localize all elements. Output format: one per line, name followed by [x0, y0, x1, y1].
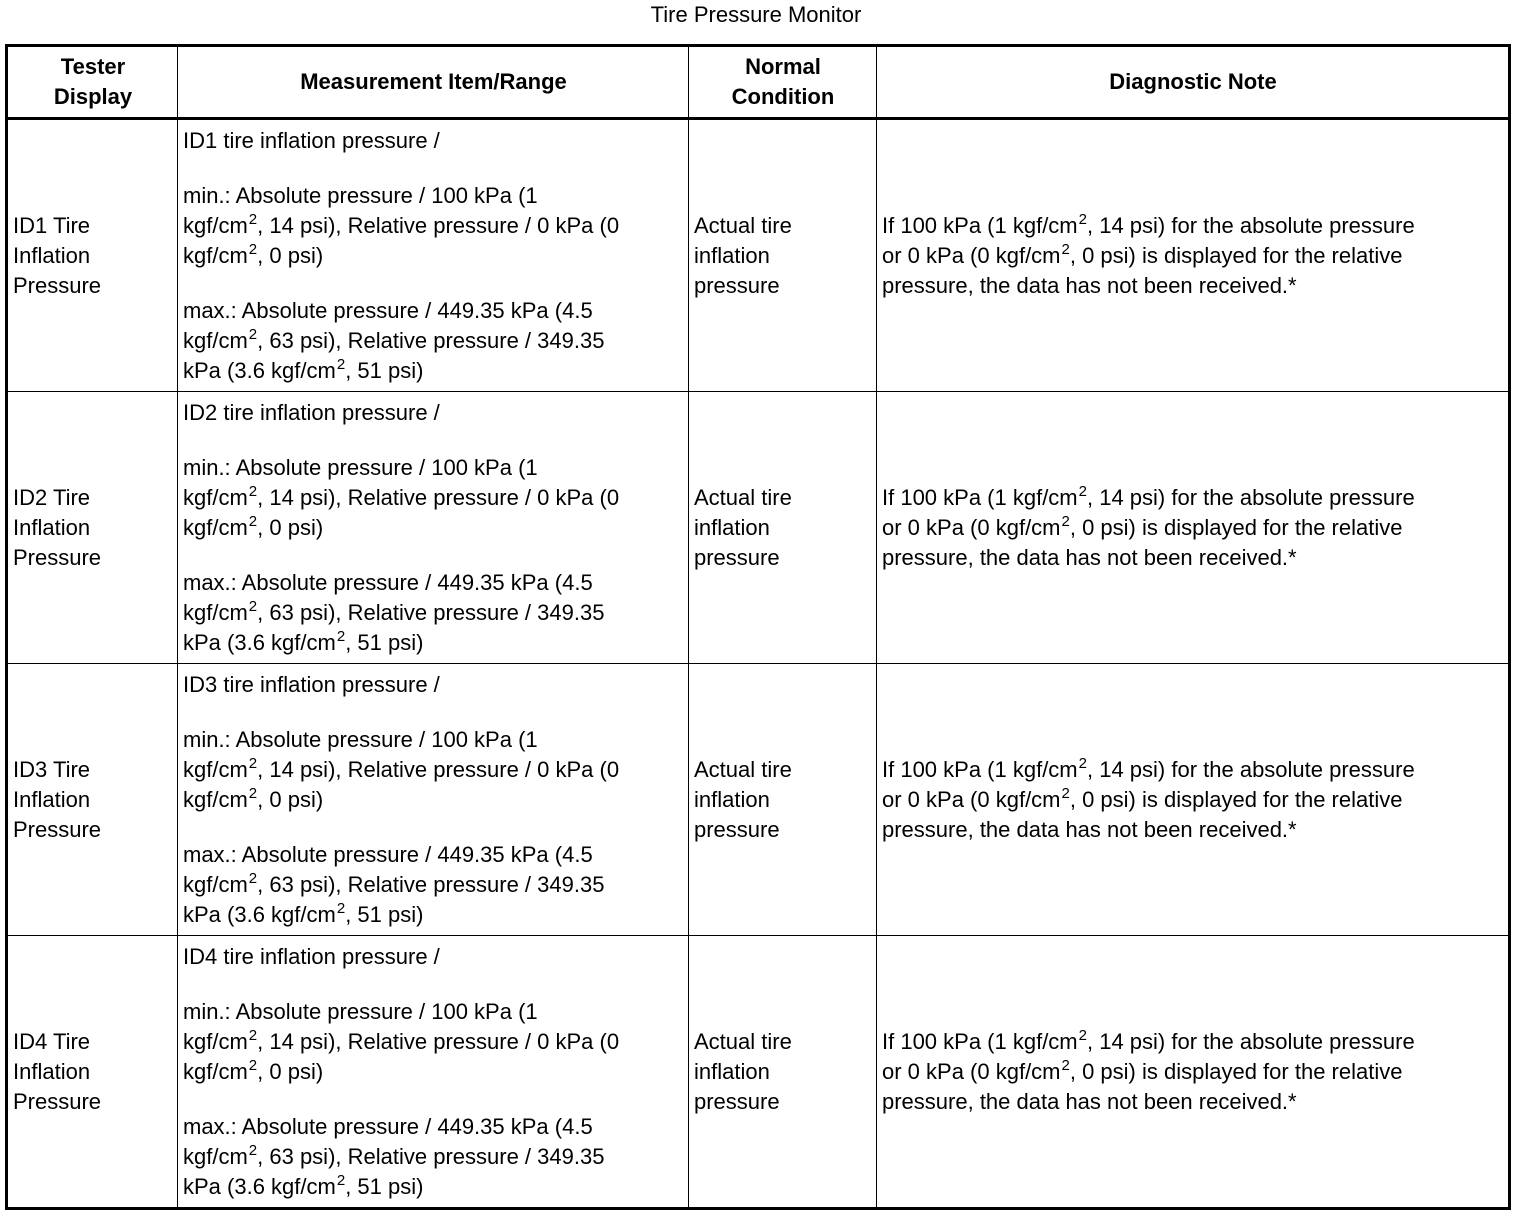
header-text: Normal — [745, 54, 821, 79]
normal-condition-text: inflation — [694, 1058, 770, 1084]
measurement-range-cell — [178, 936, 689, 1209]
superscript: 2 — [248, 785, 258, 803]
superscript: 2 — [248, 1027, 258, 1045]
superscript: 2 — [248, 598, 258, 616]
diagnostic-note-text: or 0 kPa (0 kgf/$cm^2$, 0 psi) is displayed for the relative — [882, 241, 1403, 268]
header-text: Diagnostic Note — [1109, 69, 1277, 94]
normal-condition-cell — [689, 936, 877, 1209]
normal-condition-text: pressure — [694, 272, 780, 298]
range-text: kPa (3.6 kgf/$cm^2$, 51 psi) — [183, 628, 424, 655]
superscript: 2 — [336, 1172, 346, 1190]
range-text: kgf/$cm^2$, 0 psi) — [183, 1057, 324, 1084]
range-text: kgf/$cm^2$, 63 psi), Relative pressure / 349.35 — [183, 598, 605, 625]
tester-display-text: Pressure — [13, 816, 102, 842]
normal-condition-text: Actual tire — [694, 756, 792, 782]
tester-display-text: Inflation — [13, 1058, 91, 1084]
tester-display-cell — [7, 119, 178, 392]
diagnostic-note-text: pressure, the data has not been received.* — [882, 1088, 1297, 1114]
superscript: 2 — [1078, 211, 1087, 229]
header-normal-condition — [689, 46, 877, 119]
diagnostic-note-text: or 0 kPa (0 kgf/$cm^2$, 0 psi) is displayed for the relative — [882, 1057, 1403, 1084]
tester-display-text: Pressure — [13, 1088, 102, 1114]
range-min — [183, 181, 684, 271]
header-text: Tester — [60, 54, 126, 79]
superscript: 2 — [248, 1142, 258, 1160]
superscript: 2 — [1078, 1027, 1087, 1045]
page-title: Tire Pressure Monitor — [650, 2, 862, 27]
tester-display-cell — [7, 392, 178, 664]
header-text: Display — [53, 84, 133, 109]
superscript: 2 — [1061, 513, 1070, 531]
tester-display-text: Pressure — [13, 544, 102, 570]
measurement-item-text: ID4 tire inflation pressure / — [183, 943, 440, 969]
range-min — [183, 453, 684, 543]
superscript: 2 — [248, 755, 258, 773]
normal-condition-cell — [689, 664, 877, 936]
range-text: kgf/$cm^2$, 0 psi) — [183, 241, 324, 268]
normal-condition-text: pressure — [694, 1088, 780, 1114]
range-text: max.: Absolute pressure / 449.35 kPa (4.5 — [183, 569, 593, 595]
superscript: 2 — [248, 870, 258, 888]
normal-condition-text: Actual tire — [694, 484, 792, 510]
normal-condition-cell — [689, 392, 877, 664]
range-text: kPa (3.6 kgf/$cm^2$, 51 psi) — [183, 1172, 424, 1199]
range-text: kgf/$cm^2$, 14 psi), Relative pressure / 0 kPa (0 — [183, 211, 620, 238]
range-text: kgf/$cm^2$, 63 psi), Relative pressure / 349.35 — [183, 326, 605, 353]
range-max — [183, 296, 684, 386]
superscript: 2 — [248, 483, 258, 501]
header-diagnostic-note — [877, 46, 1510, 119]
tester-display-text: Inflation — [13, 786, 91, 812]
superscript: 2 — [248, 211, 258, 229]
table-row — [7, 392, 1510, 664]
range-text: kgf/$cm^2$, 63 psi), Relative pressure / 349.35 — [183, 1142, 605, 1169]
diagnostic-note-cell — [877, 392, 1510, 664]
normal-condition-text: inflation — [694, 786, 770, 812]
superscript: 2 — [1078, 483, 1087, 501]
diagnostic-note-text: pressure, the data has not been received.* — [882, 816, 1297, 842]
tester-display-text: Inflation — [13, 514, 91, 540]
tester-display-cell — [7, 664, 178, 936]
range-max — [183, 840, 684, 930]
range-text: max.: Absolute pressure / 449.35 kPa (4.5 — [183, 297, 593, 323]
range-text: kgf/$cm^2$, 0 psi) — [183, 513, 324, 540]
header-measurement-item — [178, 46, 689, 119]
diagnostic-note-text: If 100 kPa (1 kgf/$cm^2$, 14 psi) for the absolute pressure — [882, 755, 1415, 782]
measurement-range-cell — [178, 664, 689, 936]
range-text: min.: Absolute pressure / 100 kPa (1 — [183, 182, 538, 208]
normal-condition-text: inflation — [694, 242, 770, 268]
range-min — [183, 997, 684, 1087]
header-text: Measurement Item/Range — [300, 69, 567, 94]
range-text: min.: Absolute pressure / 100 kPa (1 — [183, 454, 538, 480]
superscript: 2 — [248, 1057, 258, 1075]
superscript: 2 — [248, 326, 258, 344]
measurement-range-cell — [178, 119, 689, 392]
range-max — [183, 568, 684, 658]
diagnostic-note-cell — [877, 936, 1510, 1209]
diagnostic-note-text: or 0 kPa (0 kgf/$cm^2$, 0 psi) is displayed for the relative — [882, 513, 1403, 540]
tester-display-text: Inflation — [13, 242, 91, 268]
range-text: kgf/$cm^2$, 63 psi), Relative pressure / 349.35 — [183, 870, 605, 897]
diagnostic-note-cell — [877, 119, 1510, 392]
tester-display-text: ID2 Tire — [13, 484, 91, 510]
table-row — [7, 936, 1510, 1209]
normal-condition-text: pressure — [694, 544, 780, 570]
measurement-item-text: ID3 tire inflation pressure / — [183, 671, 440, 697]
diagnostic-note-text: pressure, the data has not been received.* — [882, 544, 1297, 570]
header-tester-display — [7, 46, 178, 119]
diagnostic-note-text: If 100 kPa (1 kgf/$cm^2$, 14 psi) for the absolute pressure — [882, 1027, 1415, 1054]
normal-condition-cell — [689, 119, 877, 392]
tester-display-cell — [7, 936, 178, 1209]
tester-display-text: Pressure — [13, 272, 102, 298]
range-text: max.: Absolute pressure / 449.35 kPa (4.5 — [183, 841, 593, 867]
superscript: 2 — [336, 628, 346, 646]
superscript: 2 — [1078, 755, 1087, 773]
range-text: kgf/$cm^2$, 14 psi), Relative pressure / 0 kPa (0 — [183, 1027, 620, 1054]
table-row — [7, 664, 1510, 936]
tester-display-text: ID4 Tire — [13, 1028, 91, 1054]
data-list-table — [5, 44, 1511, 1210]
range-text: kPa (3.6 kgf/$cm^2$, 51 psi) — [183, 900, 424, 927]
tester-display-text: ID1 Tire — [13, 212, 91, 238]
normal-condition-text: Actual tire — [694, 1028, 792, 1054]
range-text: kPa (3.6 kgf/$cm^2$, 51 psi) — [183, 356, 424, 383]
superscript: 2 — [336, 356, 346, 374]
normal-condition-text: inflation — [694, 514, 770, 540]
header-text: Condition — [731, 84, 835, 109]
table-header-row — [7, 46, 1510, 119]
tester-display-text: ID3 Tire — [13, 756, 91, 782]
range-text: kgf/$cm^2$, 14 psi), Relative pressure / 0 kPa (0 — [183, 755, 620, 782]
range-text: kgf/$cm^2$, 0 psi) — [183, 785, 324, 812]
range-min — [183, 725, 684, 815]
superscript: 2 — [1061, 1057, 1070, 1075]
range-max — [183, 1112, 684, 1202]
range-text: min.: Absolute pressure / 100 kPa (1 — [183, 726, 538, 752]
measurement-item-text: ID2 tire inflation pressure / — [183, 399, 440, 425]
superscript: 2 — [336, 900, 346, 918]
table-row — [7, 119, 1510, 392]
superscript: 2 — [1061, 241, 1070, 259]
range-text: min.: Absolute pressure / 100 kPa (1 — [183, 998, 538, 1024]
normal-condition-text: pressure — [694, 816, 780, 842]
superscript: 2 — [1061, 785, 1070, 803]
diagnostic-note-text: or 0 kPa (0 kgf/$cm^2$, 0 psi) is displayed for the relative — [882, 785, 1403, 812]
range-text: kgf/$cm^2$, 14 psi), Relative pressure / 0 kPa (0 — [183, 483, 620, 510]
diagnostic-note-text: If 100 kPa (1 kgf/$cm^2$, 14 psi) for the absolute pressure — [882, 211, 1415, 238]
diagnostic-note-text: pressure, the data has not been received.* — [882, 272, 1297, 298]
measurement-item-text: ID1 tire inflation pressure / — [183, 127, 440, 153]
superscript: 2 — [248, 241, 258, 259]
measurement-range-cell — [178, 392, 689, 664]
diagnostic-note-cell — [877, 664, 1510, 936]
normal-condition-text: Actual tire — [694, 212, 792, 238]
diagnostic-note-text: If 100 kPa (1 kgf/$cm^2$, 14 psi) for the absolute pressure — [882, 483, 1415, 510]
range-text: max.: Absolute pressure / 449.35 kPa (4.5 — [183, 1113, 593, 1139]
superscript: 2 — [248, 513, 258, 531]
